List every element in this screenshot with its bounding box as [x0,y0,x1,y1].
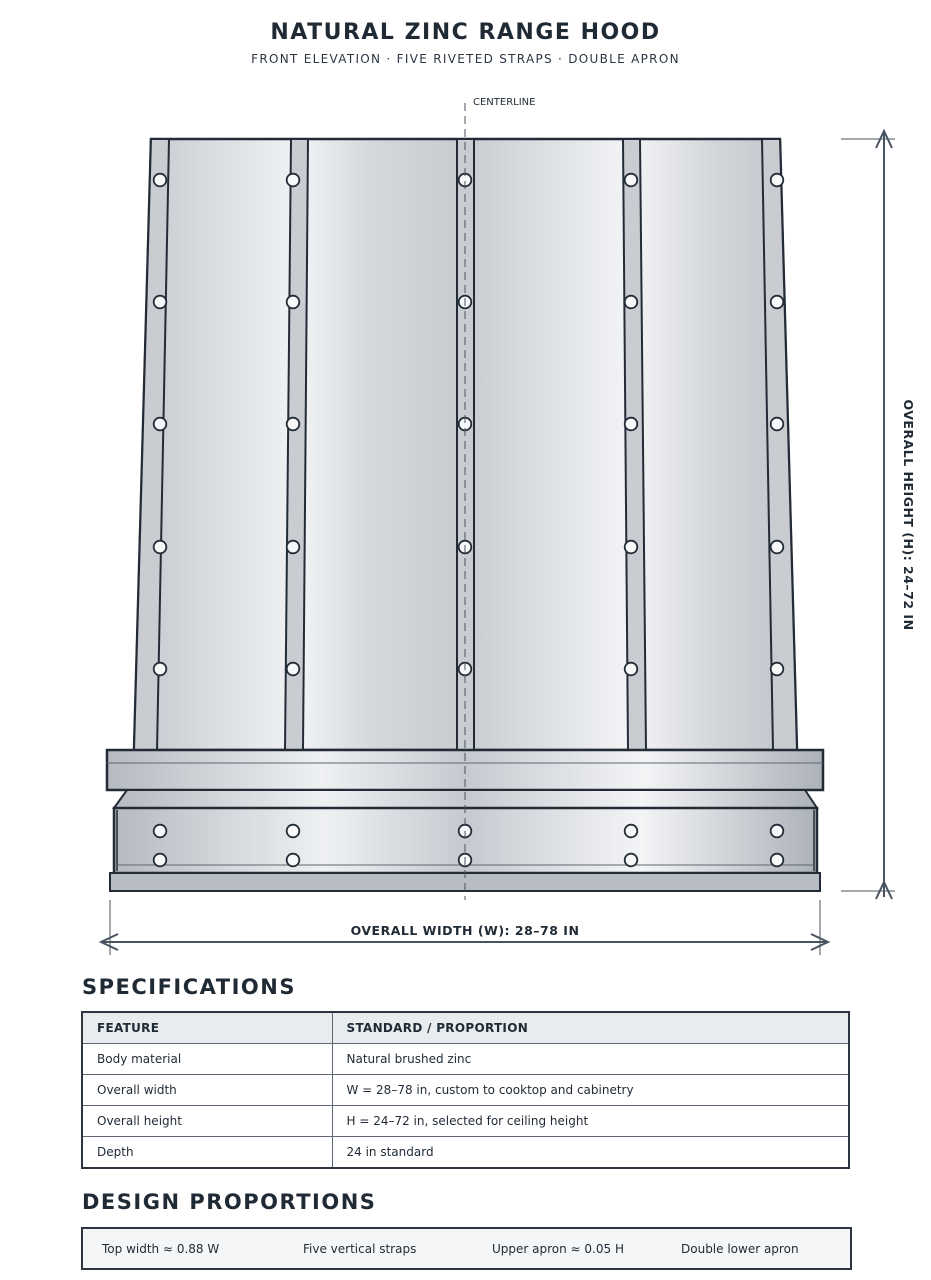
page-title: NATURAL ZINC RANGE HOOD [270,20,661,45]
rivet [287,663,300,676]
rivet [287,541,300,554]
proportion-item: Five vertical straps [303,1242,417,1256]
rivet [287,418,300,431]
feature-cell: Overall width [82,1075,332,1106]
feature-cell: Overall height [82,1106,332,1137]
column-header: FEATURE [82,1012,332,1044]
feature-cell: Depth [82,1137,332,1169]
width-label: OVERALL WIDTH (W): 28–78 IN [350,923,580,938]
table-row [82,1106,849,1137]
specifications-heading: SPECIFICATIONS [82,975,296,999]
rivet [771,541,784,554]
table-header-row [82,1012,849,1044]
proportion-item: Double lower apron [681,1242,799,1256]
rivet [625,296,638,309]
specifications-table [81,1011,850,1169]
apron-rivet [154,854,167,867]
rivet [625,418,638,431]
value-cell: H = 24–72 in, selected for ceiling height [332,1106,849,1137]
value-cell: W = 28–78 in, custom to cooktop and cabinetry [332,1075,849,1106]
proportions-heading: DESIGN PROPORTIONS [82,1190,377,1214]
rivet [771,296,784,309]
rivet [771,418,784,431]
apron-rivet [287,854,300,867]
rivet [625,174,638,187]
value-cell: 24 in standard [332,1137,849,1169]
apron-rivet [771,825,784,838]
rivet [154,663,167,676]
centerline-label: CENTERLINE [473,97,536,108]
rivet [771,174,784,187]
apron-rivet [771,854,784,867]
rivet [154,174,167,187]
apron-rivet [625,854,638,867]
rivet [154,418,167,431]
table-row [82,1137,849,1169]
apron-rivet [625,825,638,838]
proportion-item: Upper apron ≈ 0.05 H [492,1242,624,1256]
column-header: STANDARD / PROPORTION [332,1012,849,1044]
feature-cell: Body material [82,1044,332,1075]
table-row [82,1044,849,1075]
proportion-item: Top width ≈ 0.88 W [102,1242,220,1256]
rivet [154,296,167,309]
apron-rivet [287,825,300,838]
rivet [625,541,638,554]
rivet [287,296,300,309]
rivet [771,663,784,676]
apron-rivet [154,825,167,838]
rivet [625,663,638,676]
rivet [154,541,167,554]
table-row [82,1075,849,1106]
value-cell: Natural brushed zinc [332,1044,849,1075]
height-label: OVERALL HEIGHT (H): 24–72 IN [901,399,916,631]
page-subtitle: FRONT ELEVATION · FIVE RIVETED STRAPS · DOUBLE APRON [251,52,680,66]
height-dimension [841,131,895,899]
proportions-box [81,1227,852,1270]
rivet [287,174,300,187]
